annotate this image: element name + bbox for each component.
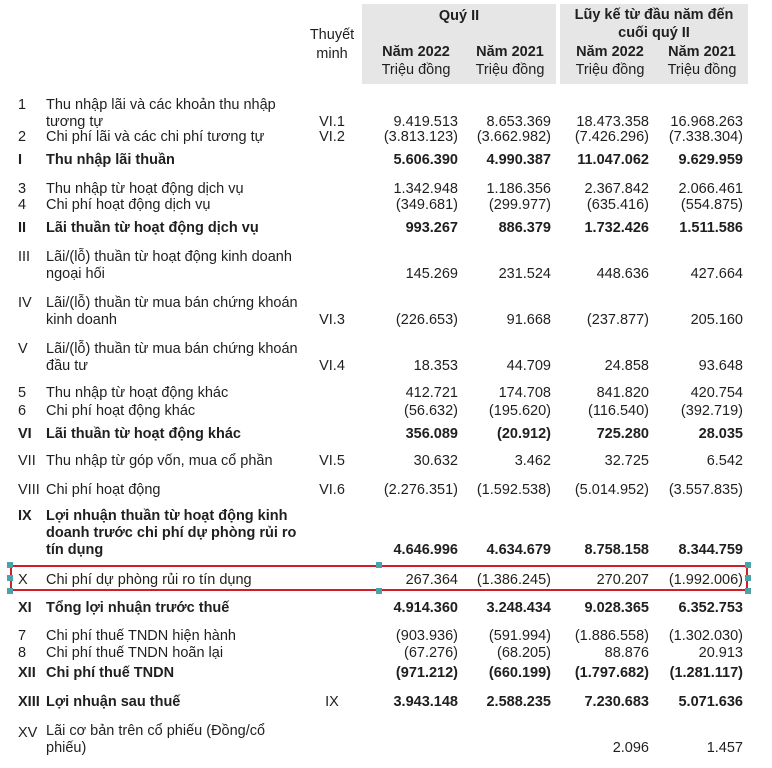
row-value: 11.047.062: [577, 152, 649, 168]
row-value: 2.066.461: [678, 181, 743, 197]
row-code: XV: [18, 725, 38, 741]
row-value: 30.632: [413, 453, 458, 469]
row-code: IV: [18, 295, 32, 311]
row-value: 8.758.158: [584, 542, 649, 558]
row-code: I: [18, 152, 23, 168]
row-value: 16.968.263: [670, 114, 743, 130]
row-label: Thu nhập từ hoạt động khác: [46, 385, 229, 401]
row-value: 3.462: [514, 453, 551, 469]
row-value: (237.877): [586, 312, 649, 328]
row-value: 9.629.959: [678, 152, 743, 168]
row-value: (299.977): [488, 197, 551, 213]
row-value: (635.416): [586, 197, 649, 213]
row-label: Lãi cơ bản trên cổ phiếu (Đồng/cổ phiếu): [46, 723, 266, 756]
row-value: (7.426.296): [574, 129, 649, 145]
row-value: 420.754: [690, 385, 743, 401]
row-label: Thu nhập lãi thuần: [46, 152, 175, 168]
row-value: 88.876: [604, 645, 649, 661]
row-value: 24.858: [604, 358, 649, 374]
row-label: Lãi/(lỗ) thuần từ hoạt động kinh doanh ngoại hối: [46, 249, 292, 282]
row-code: 6: [18, 403, 27, 419]
row-value: (1.886.558): [574, 628, 649, 644]
row-label: Chi phí thuế TNDN: [46, 665, 175, 681]
selection-handle: [745, 588, 751, 594]
year-header: Năm 2021: [476, 44, 544, 60]
row-value: 231.524: [498, 266, 551, 282]
row-note: VI.6: [319, 482, 345, 498]
row-code: 8: [18, 645, 27, 661]
row-value: (1.386.245): [476, 572, 551, 588]
year-header: Năm 2021: [668, 44, 736, 60]
row-value: 8.653.369: [486, 114, 551, 130]
selection-handle: [7, 562, 13, 568]
unit-header: Triệu đồng: [575, 62, 645, 78]
selection-handle: [745, 562, 751, 568]
row-value: 9.028.365: [584, 600, 649, 616]
row-value: (56.632): [403, 403, 458, 419]
row-value: 18.473.358: [576, 114, 649, 130]
row-code: 1: [18, 97, 27, 113]
row-value: 2.096: [612, 740, 649, 756]
row-label: Lãi thuần từ hoạt động dịch vụ: [46, 220, 259, 236]
row-value: (20.912): [496, 426, 551, 442]
row-label: Lãi thuần từ hoạt động khác: [46, 426, 241, 442]
row-value: 9.419.513: [393, 114, 458, 130]
unit-header: Triệu đồng: [667, 62, 737, 78]
row-value: (971.212): [395, 665, 458, 681]
row-value: 2.588.235: [486, 694, 551, 710]
unit-header: Triệu đồng: [381, 62, 451, 78]
row-value: (67.276): [403, 645, 458, 661]
row-value: (554.875): [680, 197, 743, 213]
row-code: VIII: [18, 482, 40, 498]
note-column-header: Thuyết minh: [309, 27, 355, 62]
row-value: 205.160: [690, 312, 743, 328]
year-header: Năm 2022: [382, 44, 450, 60]
row-code: V: [18, 341, 28, 357]
row-value: 1.732.426: [584, 220, 649, 236]
selection-handle: [7, 588, 13, 594]
row-value: 7.230.683: [584, 694, 649, 710]
row-code: X: [18, 572, 28, 588]
row-code: VII: [18, 453, 36, 469]
row-value: 3.943.148: [393, 694, 458, 710]
row-value: 4.914.360: [393, 600, 458, 616]
row-value: 267.364: [405, 572, 458, 588]
row-label: Thu nhập từ góp vốn, mua cổ phần: [46, 453, 273, 469]
row-code: XIII: [18, 694, 40, 710]
row-value: 174.708: [498, 385, 551, 401]
row-value: 5.071.636: [678, 694, 743, 710]
row-code: III: [18, 249, 31, 265]
row-note: VI.3: [319, 312, 345, 328]
row-code: 5: [18, 385, 27, 401]
selection-handle: [745, 575, 751, 581]
row-value: (349.681): [395, 197, 458, 213]
row-value: 4.634.679: [486, 542, 551, 558]
row-value: 270.207: [596, 572, 649, 588]
row-value: 993.267: [405, 220, 458, 236]
row-code: XI: [18, 600, 32, 616]
selection-handle: [376, 562, 382, 568]
row-label: Chi phí thuế TNDN hoãn lại: [46, 645, 224, 661]
row-value: 1.457: [706, 740, 743, 756]
row-value: (226.653): [395, 312, 458, 328]
row-value: 6.352.753: [678, 600, 743, 616]
row-label: Lãi/(lỗ) thuần từ mua bán chứng khoán đầu tư: [46, 341, 298, 374]
row-code: 7: [18, 628, 27, 644]
row-value: 28.035: [698, 426, 743, 442]
row-value: 44.709: [506, 358, 551, 374]
row-value: 32.725: [604, 453, 649, 469]
row-label: Chi phí hoạt động: [46, 482, 161, 498]
unit-header: Triệu đồng: [475, 62, 545, 78]
row-code: VI: [18, 426, 32, 442]
row-value: (660.199): [488, 665, 551, 681]
row-value: (3.813.123): [383, 129, 458, 145]
row-value: 91.668: [506, 312, 551, 328]
row-value: 356.089: [405, 426, 458, 442]
row-value: 886.379: [498, 220, 551, 236]
row-note: VI.4: [319, 358, 345, 374]
row-value: 427.664: [690, 266, 743, 282]
row-label: Chi phí thuế TNDN hiện hành: [46, 628, 236, 644]
row-value: 18.353: [413, 358, 458, 374]
row-value: 725.280: [596, 426, 649, 442]
row-value: 2.367.842: [584, 181, 649, 197]
row-value: 145.269: [405, 266, 458, 282]
row-label: Chi phí hoạt động dịch vụ: [46, 197, 211, 213]
q2-group-header: Quý II: [438, 8, 480, 24]
row-value: 93.648: [698, 358, 743, 374]
row-value: (7.338.304): [668, 129, 743, 145]
row-value: 448.636: [596, 266, 649, 282]
row-code: 3: [18, 181, 27, 197]
year-header: Năm 2022: [576, 44, 644, 60]
row-value: (2.276.351): [383, 482, 458, 498]
row-label: Thu nhập lãi và các khoản thu nhập tương tự: [46, 97, 276, 130]
row-code: IX: [18, 508, 32, 524]
row-label: Chi phí hoạt động khác: [46, 403, 196, 419]
row-note: IX: [325, 694, 339, 710]
row-value: 1.186.356: [486, 181, 551, 197]
row-value: (1.302.030): [668, 628, 743, 644]
row-value: (591.994): [488, 628, 551, 644]
row-note: VI.1: [319, 114, 345, 130]
selection-handle: [7, 575, 13, 581]
row-label: Chi phí lãi và các chi phí tương tự: [46, 129, 265, 145]
row-value: 3.248.434: [486, 600, 551, 616]
row-value: 1.511.586: [679, 220, 743, 236]
row-note: VI.5: [319, 453, 345, 469]
row-value: (5.014.952): [574, 482, 649, 498]
row-label: Chi phí dự phòng rủi ro tín dụng: [46, 572, 252, 588]
row-value: (1.592.538): [476, 482, 551, 498]
row-value: 8.344.759: [678, 542, 743, 558]
row-label: Thu nhập từ hoạt động dịch vụ: [46, 181, 244, 197]
row-value: (3.662.982): [476, 129, 551, 145]
row-label: Lợi nhuận thuần từ hoạt động kinh doanh trước chi phí dự phòng rủi ro tín dụng: [46, 508, 297, 558]
row-value: 5.606.390: [393, 152, 458, 168]
row-value: (3.557.835): [668, 482, 743, 498]
row-note: VI.2: [319, 129, 345, 145]
row-code: 2: [18, 129, 27, 145]
row-code: 4: [18, 197, 27, 213]
row-value: (392.719): [680, 403, 743, 419]
row-code: XII: [18, 665, 36, 681]
row-value: (1.797.682): [574, 665, 649, 681]
row-value: (195.620): [488, 403, 551, 419]
row-value: (68.205): [496, 645, 551, 661]
row-value: 4.646.996: [393, 542, 458, 558]
row-value: 4.990.387: [486, 152, 551, 168]
row-value: (1.992.006): [668, 572, 743, 588]
row-value: (1.281.117): [669, 665, 743, 681]
ytd-group-header: Lũy kế từ đầu năm đến cuối quý II: [574, 7, 734, 41]
row-value: 6.542: [706, 453, 743, 469]
row-value: (903.936): [395, 628, 458, 644]
row-value: 841.820: [596, 385, 649, 401]
row-code: II: [18, 220, 27, 236]
row-value: (116.540): [588, 403, 649, 419]
row-value: 412.721: [405, 385, 458, 401]
row-label: Tổng lợi nhuận trước thuế: [46, 600, 230, 616]
row-value: 1.342.948: [393, 181, 458, 197]
row-label: Lợi nhuận sau thuế: [46, 694, 181, 710]
row-value: 20.913: [698, 645, 743, 661]
selection-handle: [376, 588, 382, 594]
row-label: Lãi/(lỗ) thuần từ mua bán chứng khoán kinh doanh: [46, 295, 298, 328]
